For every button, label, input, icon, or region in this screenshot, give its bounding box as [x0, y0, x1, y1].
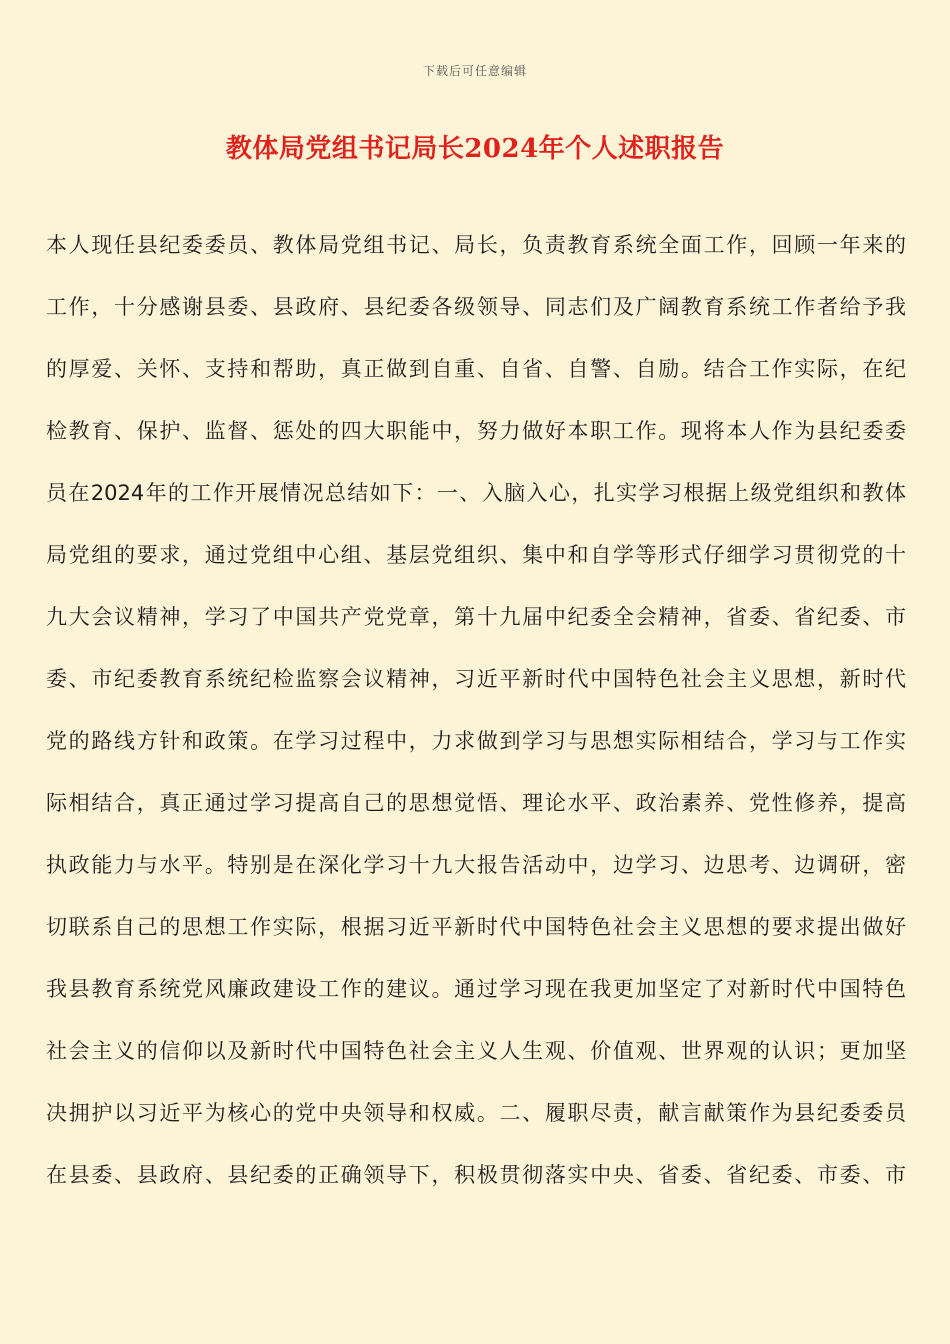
header-note: 下载后可任意编辑 — [422, 64, 527, 78]
body-line: 局党组的要求，通过党组中心组、基层党组织、集中和自学等形式仔细学习贯彻党的十 — [46, 543, 906, 567]
body-line: 党的路线方针和政策。在学习过程中，力求做到学习与思想实际相结合，学习与工作实 — [46, 729, 906, 753]
body-line: 委、市纪委教育系统纪检监察会议精神，习近平新时代中国特色社会主义思想，新时代 — [46, 667, 906, 691]
body-line: 员在2024年的工作开展情况总结如下：一、入脑入心，扎实学习根据上级党组织和教体 — [46, 481, 906, 505]
body-line: 切联系自己的思想工作实际，根据习近平新时代中国特色社会主义思想的要求提出做好 — [46, 915, 906, 939]
body-line: 工作，十分感谢县委、县政府、县纪委各级领导、同志们及广阔教育系统工作者给予我 — [46, 295, 906, 319]
body-line: 际相结合，真正通过学习提高自己的思想觉悟、理论水平、政治素养、党性修养，提高 — [46, 791, 906, 815]
body-line: 的厚爱、关怀、支持和帮助，真正做到自重、自省、自警、自励。结合工作实际，在纪 — [46, 357, 906, 381]
body-line: 检教育、保护、监督、惩处的四大职能中，努力做好本职工作。现将本人作为县纪委委 — [46, 419, 906, 443]
body-line: 在县委、县政府、县纪委的正确领导下，积极贯彻落实中央、省委、省纪委、市委、市 — [46, 1163, 906, 1187]
body-line: 决拥护以习近平为核心的党中央领导和权威。二、履职尽责，献言献策作为县纪委委员 — [46, 1101, 906, 1125]
body-line: 我县教育系统党风廉政建设工作的建议。通过学习现在我更加坚定了对新时代中国特色 — [46, 977, 906, 1001]
body-line: 执政能力与水平。特别是在深化学习十九大报告活动中，边学习、边思考、边调研，密 — [46, 853, 906, 877]
body-line: 九大会议精神，学习了中国共产党党章，第十九届中纪委全会精神，省委、省纪委、市 — [46, 605, 906, 629]
body-line: 社会主义的信仰以及新时代中国特色社会主义人生观、价值观、世界观的认识；更加坚 — [46, 1039, 906, 1063]
document-body — [46, 214, 906, 1206]
document-title: 教体局党组书记局长2024年个人述职报告 — [225, 134, 725, 164]
body-line: 本人现任县纪委委员、教体局党组书记、局长，负责教育系统全面工作，回顾一年来的 — [46, 233, 906, 257]
